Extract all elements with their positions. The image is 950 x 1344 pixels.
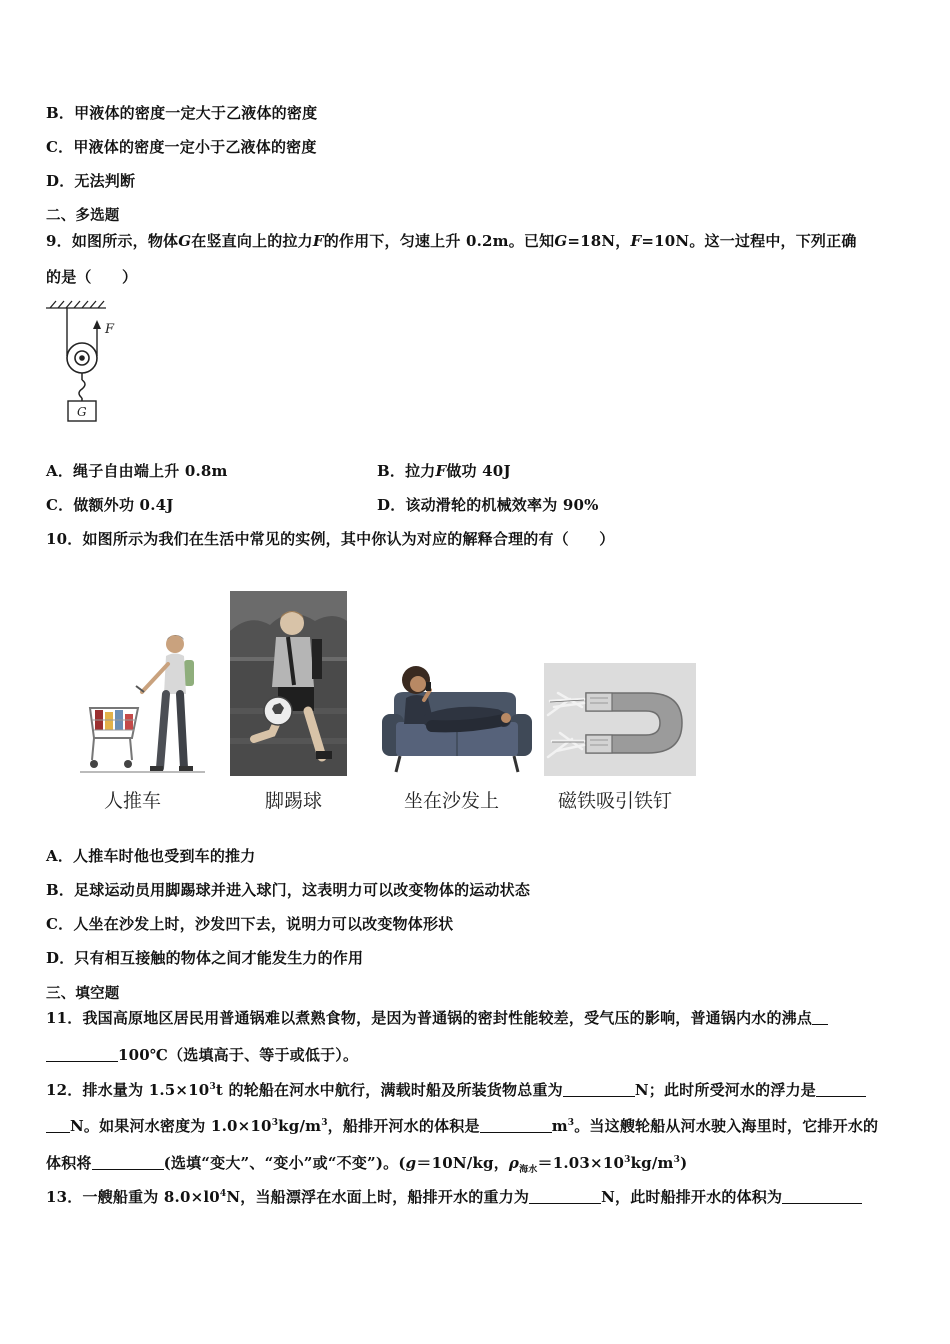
q9-option-d: D．该动滑轮的机械效率为 90% [377, 496, 599, 514]
q13-line1: 13．一艘船重为 $8.0\times l0^4N$，当船漂浮在水面上时，船排开水的重力为 N，此时船排开水的体积为 [46, 1186, 862, 1207]
q9-option-c: C．做额外功 0.4J [46, 496, 174, 514]
person-pushing-cart-image [80, 630, 205, 780]
q12-blank-volume[interactable] [480, 1118, 552, 1133]
q13-blank-volume[interactable] [782, 1189, 862, 1204]
q10-option-a: A．人推车时他也受到车的推力 [46, 847, 256, 865]
force-label: F [105, 322, 115, 337]
q8-option-d: D．无法判断 [46, 172, 136, 190]
q10-option-c: C．人坐在沙发上时，沙发凹下去，说明力可以改变物体形状 [46, 915, 454, 933]
q8-option-b: B．甲液体的密度一定大于乙液体的密度 [46, 104, 318, 122]
caption-sofa: 坐在沙发上 [404, 790, 500, 812]
q12-line2: N。如果河水密度为 $1.0\times 10^3kg/m^3$，船排开河水的体积是 $m^3$。当这艘轮船从河水驶入海里时，它排开水的 [46, 1115, 878, 1136]
q9-option-b: B．拉力F做功 40J [377, 462, 511, 480]
q13-blank-weight[interactable] [529, 1189, 601, 1204]
q11-line2: 100℃（选填高于、等于或低于）。 [46, 1044, 358, 1065]
q11-line1: 11．我国高原地区居民用普通锅难以煮熟食物，是因为普通锅的密封性能较差，受气压的影响，普通锅内水的沸点 [46, 1007, 828, 1028]
weight-label: G [77, 405, 87, 419]
q11-blank[interactable] [812, 1010, 828, 1025]
rope [67, 308, 97, 356]
q9-stem: 9．如图所示，物体G在竖直向上的拉力F的作用下，匀速上升 0.2m。已知G=18N，F=10N。这一过程中，下列正确 [46, 232, 857, 250]
q11-blank-cont[interactable] [46, 1047, 118, 1062]
q10-option-d: D．只有相互接触的物体之间才能发生力的作用 [46, 949, 364, 967]
q12-blank-change[interactable] [92, 1155, 164, 1170]
q10-option-b: B．足球运动员用脚踢球并进入球门，这表明力可以改变物体的运动状态 [46, 881, 531, 899]
section-heading-fill-in: 三、填空题 [46, 985, 120, 1002]
caption-push-cart: 人推车 [104, 790, 162, 812]
sitting-on-sofa-image [380, 660, 535, 778]
q8-option-c: C．甲液体的密度一定小于乙液体的密度 [46, 138, 317, 156]
hook [79, 373, 85, 401]
caption-magnet: 磁铁吸引铁钉 [558, 790, 673, 812]
q12-blank-weight[interactable] [563, 1082, 635, 1097]
kicking-ball-image [230, 591, 347, 776]
q10-stem: 10．如图所示为我们在生活中常见的实例，其中你认为对应的解释合理的有（ ） [46, 530, 615, 548]
movable-pulley [67, 343, 97, 373]
caption-kick-ball: 脚踢球 [265, 790, 323, 812]
section-heading-multiple-choice: 二、多选题 [46, 207, 120, 224]
q12-blank-buoyancy[interactable] [816, 1082, 866, 1097]
q9-option-a: A．绳子自由端上升 0.8m [46, 462, 228, 480]
q9-stem-line2: 的是（ ） [46, 268, 138, 286]
force-arrow-head [93, 320, 101, 329]
ceiling-hatch [46, 301, 106, 308]
q12-line1: 12．排水量为 $1.5\times 10^3t$ 的轮船在河水中航行，满载时船及所装货物总重为 N；此时所受河水的浮力是 [46, 1079, 866, 1100]
magnet-nails-image [544, 663, 696, 776]
q12-blank-buoyancy-cont[interactable] [46, 1118, 70, 1133]
q12-line3: 体积将 (选填“变大”、“变小”或“不变”)。(g＝10N/kg，$\rho_{海水}=1.03\times 10^3kg/m^3$) [46, 1154, 688, 1175]
pulley-diagram [44, 298, 134, 428]
